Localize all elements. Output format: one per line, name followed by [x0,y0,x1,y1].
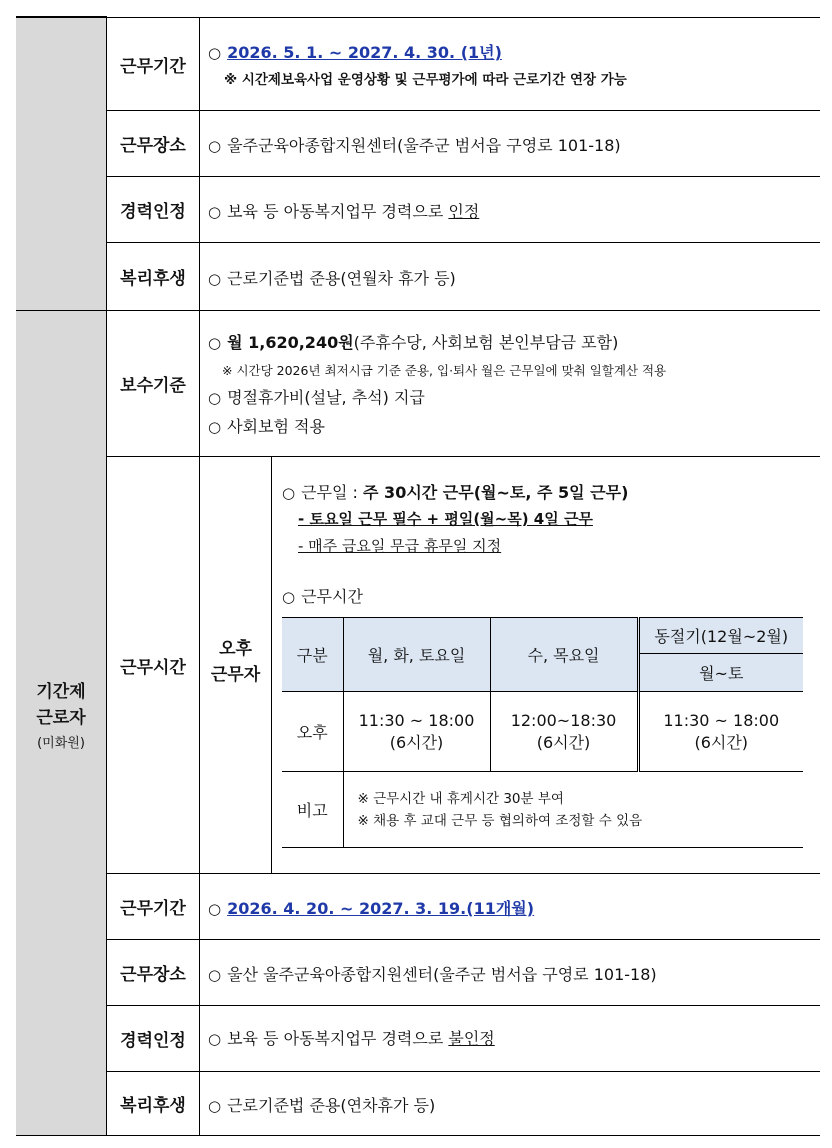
header-col2: 수, 목요일 [490,618,638,692]
bullet-circle-icon: ○ [208,418,222,436]
career-text: 보육 등 아동복지업무 경력으로 [227,202,449,221]
row-label-note: 비고 [282,772,343,848]
row-separator [106,456,820,457]
lower-welfare-label: 복리후생 [120,1096,186,1116]
worktime-label: 근무시간 [120,657,186,678]
career-label: 경력인정 [120,202,186,222]
cell-col2 [490,692,638,772]
bullet-circle-icon: ○ [208,966,222,984]
cell-col2-duration: (6시간) [536,732,591,752]
row-separator [106,242,820,243]
lower-place-label: 근무장소 [120,965,186,985]
period-value [208,40,502,63]
cell-col1-duration: (6시간) [389,732,444,752]
workdays-sub2: - 매주 금요일 무급 휴무일 지정 [298,537,502,555]
row-separator [106,1071,820,1072]
lower-place-text: 울산 울주군육아종합지원센터(울주군 범서읍 구영로 101-18) [227,965,657,984]
lower-welfare-value [208,1093,435,1116]
row-separator [106,1005,820,1006]
bullet-circle-icon: ○ [282,588,296,606]
header-gubun: 구분 [282,618,343,692]
welfare-label: 복리후생 [120,269,186,289]
top-border [106,17,820,18]
note-line1: ※ 근무시간 내 휴게시간 30분 부여 [357,790,564,807]
cell-col2-time: 12:00~18:30 [510,710,617,730]
place-text: 울주군육아종합지원센터(울주군 범서읍 구영로 101-18) [227,136,621,155]
bullet-circle-icon: ○ [208,334,222,352]
place-label: 근무장소 [120,136,186,156]
contract-sub-label: (미화원) [37,736,85,751]
pay-note: ※ 시간당 2026년 최저시급 기준 준용, 입·퇴사 월은 근무일에 맞춰 일할계산 적용 [222,363,667,378]
lower-period-value [208,896,534,919]
pay-line1 [208,330,618,353]
header-col3: 동절기(12월~2월) [638,618,803,654]
hours-title [282,584,363,607]
row-separator [106,176,820,177]
divider-vertical-3 [271,456,272,873]
shift-label-line1: 오후 [219,639,252,659]
row-separator [106,873,820,874]
shift-label-line2: 근무자 [210,665,261,685]
period-date: 2026. 5. 1. ~ 2027. 4. 30. (1년) [227,43,502,62]
bullet-circle-icon: ○ [208,389,222,407]
lower-period-label: 근무기간 [120,899,186,919]
row-label-afternoon: 오후 [282,692,343,772]
place-value [208,133,621,156]
pay-line3 [208,414,325,437]
note-line2: ※ 채용 후 교대 근무 등 협의하여 조정할 수 있음 [357,812,643,829]
pay-insurance-text: 사회보험 적용 [227,417,325,436]
contract-label-line1: 기간제 [36,682,86,702]
bottom-border [16,1135,820,1136]
header-col1: 월, 화, 토요일 [343,618,490,692]
period-label: 근무기간 [120,56,186,77]
note-cell [343,772,803,848]
schedule-table [282,617,803,848]
workdays-prefix: 근무일 : [301,483,364,502]
cell-col3-duration: (6시간) [694,732,749,752]
lower-career-emphasis: 불인정 [448,1029,495,1048]
workdays-bold: 주 30시간 근무(월~토, 주 5일 근무) [363,483,629,502]
cell-col1-time: 11:30 ~ 18:00 [358,710,475,730]
pay-holiday-text: 명절휴가비(설날, 추석) 지급 [227,388,425,407]
pay-amount: 월 1,620,240원 [227,333,354,352]
cell-col1 [343,692,490,772]
header-col3-sub: 월~토 [638,654,803,692]
worktime-shift-label [200,636,271,688]
career-value [208,199,479,222]
contract-label-line2: 근로자 [36,708,86,728]
lower-career-value [208,1026,495,1049]
bullet-circle-icon: ○ [208,1030,222,1048]
bullet-circle-icon: ○ [208,203,222,221]
row-separator [106,939,820,940]
bullet-circle-icon: ○ [208,44,222,62]
divider-vertical-2 [199,17,200,1135]
period-note: ※ 시간제보육사업 운영상황 및 근무평가에 따라 근로기간 연장 가능 [224,72,627,88]
bullet-circle-icon: ○ [208,270,222,288]
hours-title-text: 근무시간 [301,587,363,606]
welfare-text: 근로기준법 준용(연월차 휴가 등) [227,269,456,288]
group-cell-contract [16,311,106,1135]
welfare-value [208,266,456,289]
workdays-sub1: - 토요일 근무 필수 + 평일(월~목) 4일 근무 [298,510,593,528]
pay-amount-detail: (주휴수당, 사회보험 본인부담금 포함) [353,333,619,352]
top-border-left [16,16,106,18]
lower-career-label: 경력인정 [120,1031,186,1051]
pay-label: 보수기준 [120,376,186,396]
bullet-circle-icon: ○ [208,900,222,918]
group-cell-upper [16,16,106,310]
bullet-circle-icon: ○ [208,137,222,155]
cell-col3 [638,692,803,772]
workdays-line [282,480,628,503]
lower-place-value [208,962,657,985]
lower-period-date: 2026. 4. 20. ~ 2027. 3. 19.(11개월) [227,899,535,918]
pay-line2 [208,385,425,408]
career-emphasis: 인정 [448,202,480,221]
lower-career-text: 보육 등 아동복지업무 경력으로 [227,1029,449,1048]
cell-col3-time: 11:30 ~ 18:00 [663,710,780,730]
row-separator [106,110,820,111]
bullet-circle-icon: ○ [282,484,296,502]
bullet-circle-icon: ○ [208,1097,222,1115]
lower-welfare-text: 근로기준법 준용(연차휴가 등) [227,1096,436,1115]
